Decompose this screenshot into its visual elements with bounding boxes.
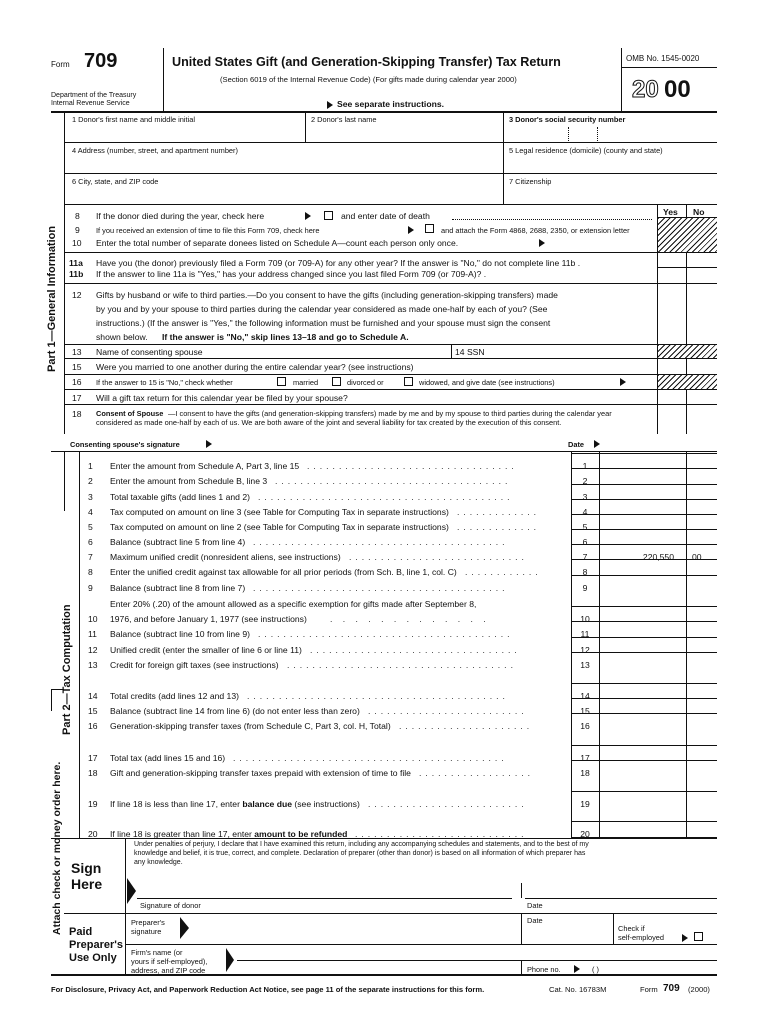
line-16-num: 16 xyxy=(72,377,82,387)
dept-irs: Internal Revenue Service xyxy=(51,100,130,107)
line-text: Total taxable gifts (add lines 1 and 2) xyxy=(110,492,250,502)
sign-date-label: Date xyxy=(527,901,543,910)
perjury-2: knowledge and belief, it is true, correct, and complete. Declaration of preparer (other than donor) is based on all information of which preparer has xyxy=(134,850,586,857)
perjury-3: any knowledge. xyxy=(134,859,183,866)
part2-label: Part 2—Tax Computation xyxy=(61,604,73,735)
footer-form-number: 709 xyxy=(663,983,680,994)
preparers-label: Preparer's xyxy=(69,939,123,951)
line-13-num: 13 xyxy=(72,347,82,357)
amount-row-rule xyxy=(571,791,717,792)
amount-line-number: 7 xyxy=(582,552,588,562)
amount-row-rule xyxy=(571,745,717,746)
amount-line-number: 9 xyxy=(582,583,588,593)
amount-row-rule xyxy=(571,499,717,500)
amount-line-number: 5 xyxy=(582,522,588,532)
form-number: 709 xyxy=(84,50,118,72)
widowed-checkbox[interactable] xyxy=(404,377,413,386)
line-11b-num: 11b xyxy=(69,269,84,279)
form-title: United States Gift (and Generation-Skipping Transfer) Tax Return xyxy=(172,55,561,69)
line-text: Enter the amount from Schedule A, Part 3, line 15 xyxy=(110,461,300,471)
line-text: Credit for foreign gift taxes (see instructions) xyxy=(110,660,279,670)
leader-dots: . . . . . . . . . . . . . xyxy=(330,614,490,624)
line-12-text-3: instructions.) (If the answer is "Yes," the following information must be furnished and your spouse must sign the consent xyxy=(96,318,551,328)
form-label: Form xyxy=(51,60,70,69)
omb-number: OMB No. 1545-0020 xyxy=(626,54,700,63)
cat-number: Cat. No. 16783M xyxy=(549,985,607,994)
check-if-label: Check if xyxy=(618,924,645,933)
attach-check-label: Attach check or money order here. xyxy=(51,761,63,935)
amount-row-rule xyxy=(571,821,717,822)
amount-line-number: 11 xyxy=(580,629,590,639)
line-description xyxy=(110,799,360,809)
line-description xyxy=(110,552,341,562)
arrow-icon xyxy=(620,378,626,386)
line-number: 3 xyxy=(88,492,93,502)
line-text: Enter the amount from Schedule B, line 3 xyxy=(110,476,268,486)
amount-row-rule xyxy=(571,652,717,653)
line-17-text: Will a gift tax return for this calendar year be filed by your spouse? xyxy=(96,393,348,403)
donor-last-name-label: 2 Donor's last name xyxy=(311,115,377,124)
line-number: 6 xyxy=(88,537,93,547)
line-description xyxy=(110,507,449,517)
line-10-text: Enter the total number of separate donees listed on Schedule A—count each person only once. xyxy=(96,238,459,248)
donor-date-line[interactable] xyxy=(525,898,717,899)
line-description xyxy=(110,567,457,577)
line-number: 16 xyxy=(88,721,98,731)
divorced-label: divorced or xyxy=(347,378,384,387)
amount-row-rule xyxy=(571,453,717,454)
shaded-area xyxy=(658,218,717,252)
donor-first-name-label: 1 Donor's first name and middle initial xyxy=(72,115,196,124)
line-text: Generation-skipping transfer taxes (from Schedule C, Part 3, col. H, Total) xyxy=(110,721,391,731)
line-description xyxy=(110,645,302,655)
amount-row-rule xyxy=(571,484,717,485)
leader-dots: ........................... xyxy=(355,829,528,839)
line-12-text-2: by you and by your spouse to third parties during the calendar year considered as made one-half by each of you? (See xyxy=(96,304,548,314)
line-11a-text: Have you (the donor) previously filed a Form 709 (or 709-A) for any other year? If the answer is "No," do not complete line 11b . xyxy=(96,258,581,268)
perjury-1: Under penalties of perjury, I declare that I have examined this return, including any accompanying schedules and statements, and to the best of my xyxy=(134,841,589,848)
line-number: 9 xyxy=(88,583,93,593)
leader-dots: ........................................ xyxy=(253,583,509,593)
amount-row-rule xyxy=(571,529,717,530)
amount-line-number: 18 xyxy=(580,768,590,778)
line-description xyxy=(110,629,250,639)
line-description xyxy=(110,768,411,778)
self-employed-checkbox[interactable] xyxy=(694,932,703,941)
line-text: Total credits (add lines 12 and 13) xyxy=(110,691,239,701)
amount-line-number: 1 xyxy=(582,461,588,471)
died-checkbox[interactable] xyxy=(324,211,333,220)
leader-dots: ............. xyxy=(457,522,541,532)
consent-text-1: —I consent to have the gifts (and generation-skipping transfers) made by me and by my spouse to third parties during the calendar year xyxy=(168,409,612,418)
line-text: Tax computed on amount on line 3 (see Table for Computing Tax in separate instructions) xyxy=(110,507,449,517)
form-subtitle: (Section 6019 of the Internal Revenue Code) (For gifts made during calendar year 2000) xyxy=(220,75,517,84)
arrow-icon xyxy=(574,965,580,973)
line-description xyxy=(110,691,239,701)
extension-checkbox[interactable] xyxy=(425,224,434,233)
line-15-num: 15 xyxy=(72,362,82,372)
preparer-sig-label-1: Preparer's xyxy=(131,918,165,927)
leader-dots: ......................................... xyxy=(247,691,509,701)
leader-dots: ......................... xyxy=(368,799,528,809)
line-number: 13 xyxy=(88,660,98,670)
disclosure-notice: For Disclosure, Privacy Act, and Paperwork Reduction Act Notice, see page 11 of the separate instructions for this form. xyxy=(51,985,485,994)
line-8-date-text: and enter date of death xyxy=(341,211,430,221)
part1-label: Part 1—General Information xyxy=(46,225,58,372)
amount-line-number: 8 xyxy=(582,567,588,577)
arrow-icon xyxy=(594,440,600,448)
line-11a-num: 11a xyxy=(69,258,83,268)
consent-text-2: considered as made one-half by each of us. We are both aware of the joint and several liability for tax created by the execution of this consent. xyxy=(96,418,562,427)
leader-dots: .................. xyxy=(419,768,534,778)
amount-row-rule xyxy=(571,575,717,576)
arrow-icon xyxy=(127,878,136,904)
arrow-icon xyxy=(305,212,311,220)
line-11b-text: If the answer to line 11a is "Yes," has your address changed since you last filed Form 709 (or 709-A)? . xyxy=(96,269,487,279)
amount-row-rule xyxy=(571,637,717,638)
citizenship-label: 7 Citizenship xyxy=(509,177,552,186)
line-15-text: Were you married to one another during the entire calendar year? (see instructions) xyxy=(96,362,414,372)
divorced-checkbox[interactable] xyxy=(332,377,341,386)
line-number: 2 xyxy=(88,476,93,486)
line-text: If line 18 is greater than line 17, enter xyxy=(110,829,255,839)
amount-row-rule xyxy=(571,760,717,761)
preparer-sig-label-2: signature xyxy=(131,927,162,936)
leader-dots: ........................................... xyxy=(233,753,508,763)
line-17-num: 17 xyxy=(72,393,82,403)
leader-dots: ........................................ xyxy=(253,537,509,547)
line-description: Enter 20% (.20) of the amount allowed as a specific exemption for gifts made after September 8, xyxy=(110,599,477,609)
amount-line-number: 12 xyxy=(580,645,590,655)
line-description xyxy=(110,706,360,716)
firm-name-field[interactable] xyxy=(237,960,717,961)
phone-label: Phone no. xyxy=(527,965,561,974)
line-text: Enter the unified credit against tax allowable for all prior periods (from Sch. B, line 1, col. C) xyxy=(110,567,457,577)
residence-label: 5 Legal residence (domicile) (county and state) xyxy=(509,146,663,155)
line-number: 12 xyxy=(88,645,98,655)
line-number: 17 xyxy=(88,753,98,763)
line-number: 10 xyxy=(88,614,98,624)
donor-signature-line[interactable] xyxy=(137,898,512,899)
amount-line-number: 15 xyxy=(580,706,590,716)
leader-dots: ................................. xyxy=(307,461,518,471)
dept-treasury: Department of the Treasury xyxy=(51,92,137,99)
line-description xyxy=(110,660,279,670)
line-8-num: 8 xyxy=(75,211,80,221)
line-description xyxy=(110,522,449,532)
married-label: married xyxy=(293,378,319,387)
line-number: 7 xyxy=(88,552,93,562)
amount-field[interactable]: 220,550 xyxy=(642,552,674,562)
widowed-label: widowed, and give date (see instructions) xyxy=(419,378,555,387)
married-checkbox[interactable] xyxy=(277,377,286,386)
use-only-label: Use Only xyxy=(69,952,117,964)
line-number: 15 xyxy=(88,706,98,716)
amount-row-rule xyxy=(571,683,717,684)
line-9-text: If you received an extension of time to file this Form 709, check here xyxy=(96,226,320,235)
footer-year: (2000) xyxy=(688,985,710,994)
arrow-icon xyxy=(180,917,189,939)
line-text: Tax computed on amount on line 2 (see Table for Computing Tax in separate instructions) xyxy=(110,522,449,532)
consent-date-label: Date xyxy=(568,440,585,449)
line-text: Balance (subtract line 14 from line 6) (do not enter less than zero) xyxy=(110,706,360,716)
donor-ssn-label: 3 Donor's social security number xyxy=(509,115,626,124)
consent-of-spouse: Consent of Spouse xyxy=(96,409,164,418)
leader-dots: .................................... xyxy=(287,660,517,670)
cents-field[interactable]: 00 xyxy=(692,552,702,562)
line-tail: (see instructions) xyxy=(292,799,360,809)
line-number: 19 xyxy=(88,799,98,809)
amount-row-rule xyxy=(571,559,717,560)
shaded-area xyxy=(658,345,717,358)
year-bold: 00 xyxy=(664,76,691,103)
leader-dots: ............ xyxy=(465,567,542,577)
arrow-icon xyxy=(226,948,234,972)
leader-dots: ............. xyxy=(457,507,541,517)
phone-field[interactable]: ( ) xyxy=(592,965,599,974)
leader-dots: ..................................... xyxy=(275,476,512,486)
line-text: Gift and generation-skipping transfer taxes prepaid with extension of time to file xyxy=(110,768,411,778)
line-16-text: If the answer to 15 is "No," check whether xyxy=(96,378,233,387)
amount-line-number: 13 xyxy=(580,660,590,670)
leader-dots: ......................... xyxy=(368,706,528,716)
here-label: Here xyxy=(71,876,103,892)
line-description xyxy=(110,583,245,593)
no-header: No xyxy=(693,207,705,217)
line-number: 18 xyxy=(88,768,98,778)
line-14-text: 14 SSN xyxy=(455,347,485,357)
arrow-icon xyxy=(682,934,688,942)
amount-line-number: 6 xyxy=(582,537,588,547)
line-number: 4 xyxy=(88,507,93,517)
paid-label: Paid xyxy=(69,926,93,938)
amount-row-rule xyxy=(571,514,717,515)
leader-dots: ..................... xyxy=(399,721,534,731)
line-description xyxy=(110,461,299,471)
line-text: If line 18 is less than line 17, enter xyxy=(110,799,243,809)
line-number: 5 xyxy=(88,522,93,532)
line-description xyxy=(110,721,391,731)
see-instructions: See separate instructions. xyxy=(337,99,444,109)
leader-dots: ................................. xyxy=(310,645,521,655)
amount-line-number: 10 xyxy=(580,614,590,624)
line-12-text-1: Gifts by husband or wife to third parties.—Do you consent to have the gifts (including generation-skipping transfers) made xyxy=(96,290,558,300)
leader-dots: ............................ xyxy=(349,552,528,562)
city-state-zip-label: 6 City, state, and ZIP code xyxy=(72,177,159,186)
line-9-attach: and attach the Form 4868, 2688, 2350, or extension letter xyxy=(441,226,630,235)
line-number: 8 xyxy=(88,567,93,577)
line-description xyxy=(110,492,250,502)
self-employed-label: self-employed xyxy=(618,933,665,942)
amount-line-number: 17 xyxy=(580,753,590,763)
amount-line-number: 2 xyxy=(582,476,588,486)
amount-row-rule xyxy=(571,606,717,607)
line-8-text: If the donor died during the year, check here xyxy=(96,211,265,221)
line-description xyxy=(110,476,267,486)
arrow-icon xyxy=(327,101,333,109)
amount-row-rule xyxy=(571,713,717,714)
year-outline: 20 xyxy=(632,76,659,103)
line-number: 14 xyxy=(88,691,98,701)
amount-line-number: 14 xyxy=(580,691,590,701)
signature-of-donor-label: Signature of donor xyxy=(140,901,201,910)
line-description xyxy=(110,537,245,547)
yes-header: Yes xyxy=(663,207,678,217)
amount-line-number: 20 xyxy=(580,829,590,839)
line-text: Balance (subtract line 5 from line 4) xyxy=(110,537,246,547)
address-label: 4 Address (number, street, and apartment number) xyxy=(72,146,238,155)
firm-name-label-2: yours if self-employed), xyxy=(131,957,208,966)
shaded-area xyxy=(658,375,717,389)
line-10-num: 10 xyxy=(72,238,82,248)
preparer-date-label: Date xyxy=(527,916,543,925)
sign-label: Sign xyxy=(71,860,102,876)
line-number: 1 xyxy=(88,461,93,471)
line-text: Maximum unified credit (nonresident aliens, see instructions) xyxy=(110,552,341,562)
amount-line-number: 3 xyxy=(582,492,588,502)
line-18-num: 18 xyxy=(72,409,82,419)
line-12-text-4: shown below. xyxy=(96,332,148,342)
amount-row-rule xyxy=(571,621,717,622)
line-bold-text: amount to be refunded xyxy=(254,829,348,839)
line-bold-text: balance due xyxy=(242,799,292,809)
line-text: Unified credit (enter the smaller of line 6 or line 11) xyxy=(110,645,302,655)
amount-line-number: 4 xyxy=(582,507,588,517)
amount-row-rule xyxy=(571,698,717,699)
line-13-text: Name of consenting spouse xyxy=(96,347,203,357)
amount-row-rule xyxy=(571,544,717,545)
amount-line-number: 19 xyxy=(580,799,590,809)
consenting-spouse-sig-label: Consenting spouse's signature xyxy=(70,440,180,449)
amount-row-rule xyxy=(571,468,717,469)
line-9-num: 9 xyxy=(75,225,80,235)
death-date-field[interactable] xyxy=(452,219,652,220)
line-12-num: 12 xyxy=(72,290,82,300)
leader-dots: ........................................ xyxy=(258,492,514,502)
arrow-icon xyxy=(539,239,545,247)
line-text: Balance (subtract line 8 from line 7) xyxy=(110,583,246,593)
footer-form-word: Form xyxy=(640,985,658,994)
firm-name-label-1: Firm's name (or xyxy=(131,948,183,957)
line-description xyxy=(110,753,225,763)
arrow-icon xyxy=(206,440,212,448)
line-number: 11 xyxy=(88,629,97,639)
amount-line-number: 16 xyxy=(580,721,590,731)
line-description-2: 1976, and before January 1, 1977 (see instructions) xyxy=(110,614,307,624)
line-text: Total tax (add lines 15 and 16) xyxy=(110,753,226,763)
line-text: Balance (subtract line 10 from line 9) xyxy=(110,629,250,639)
leader-dots: ........................................ xyxy=(258,629,514,639)
line-12-skip: If the answer is "No," skip lines 13–18 and go to Schedule A. xyxy=(162,332,409,342)
firm-name-label-3: address, and ZIP code xyxy=(131,966,206,975)
arrow-icon xyxy=(408,226,414,234)
line-number: 20 xyxy=(88,829,98,839)
